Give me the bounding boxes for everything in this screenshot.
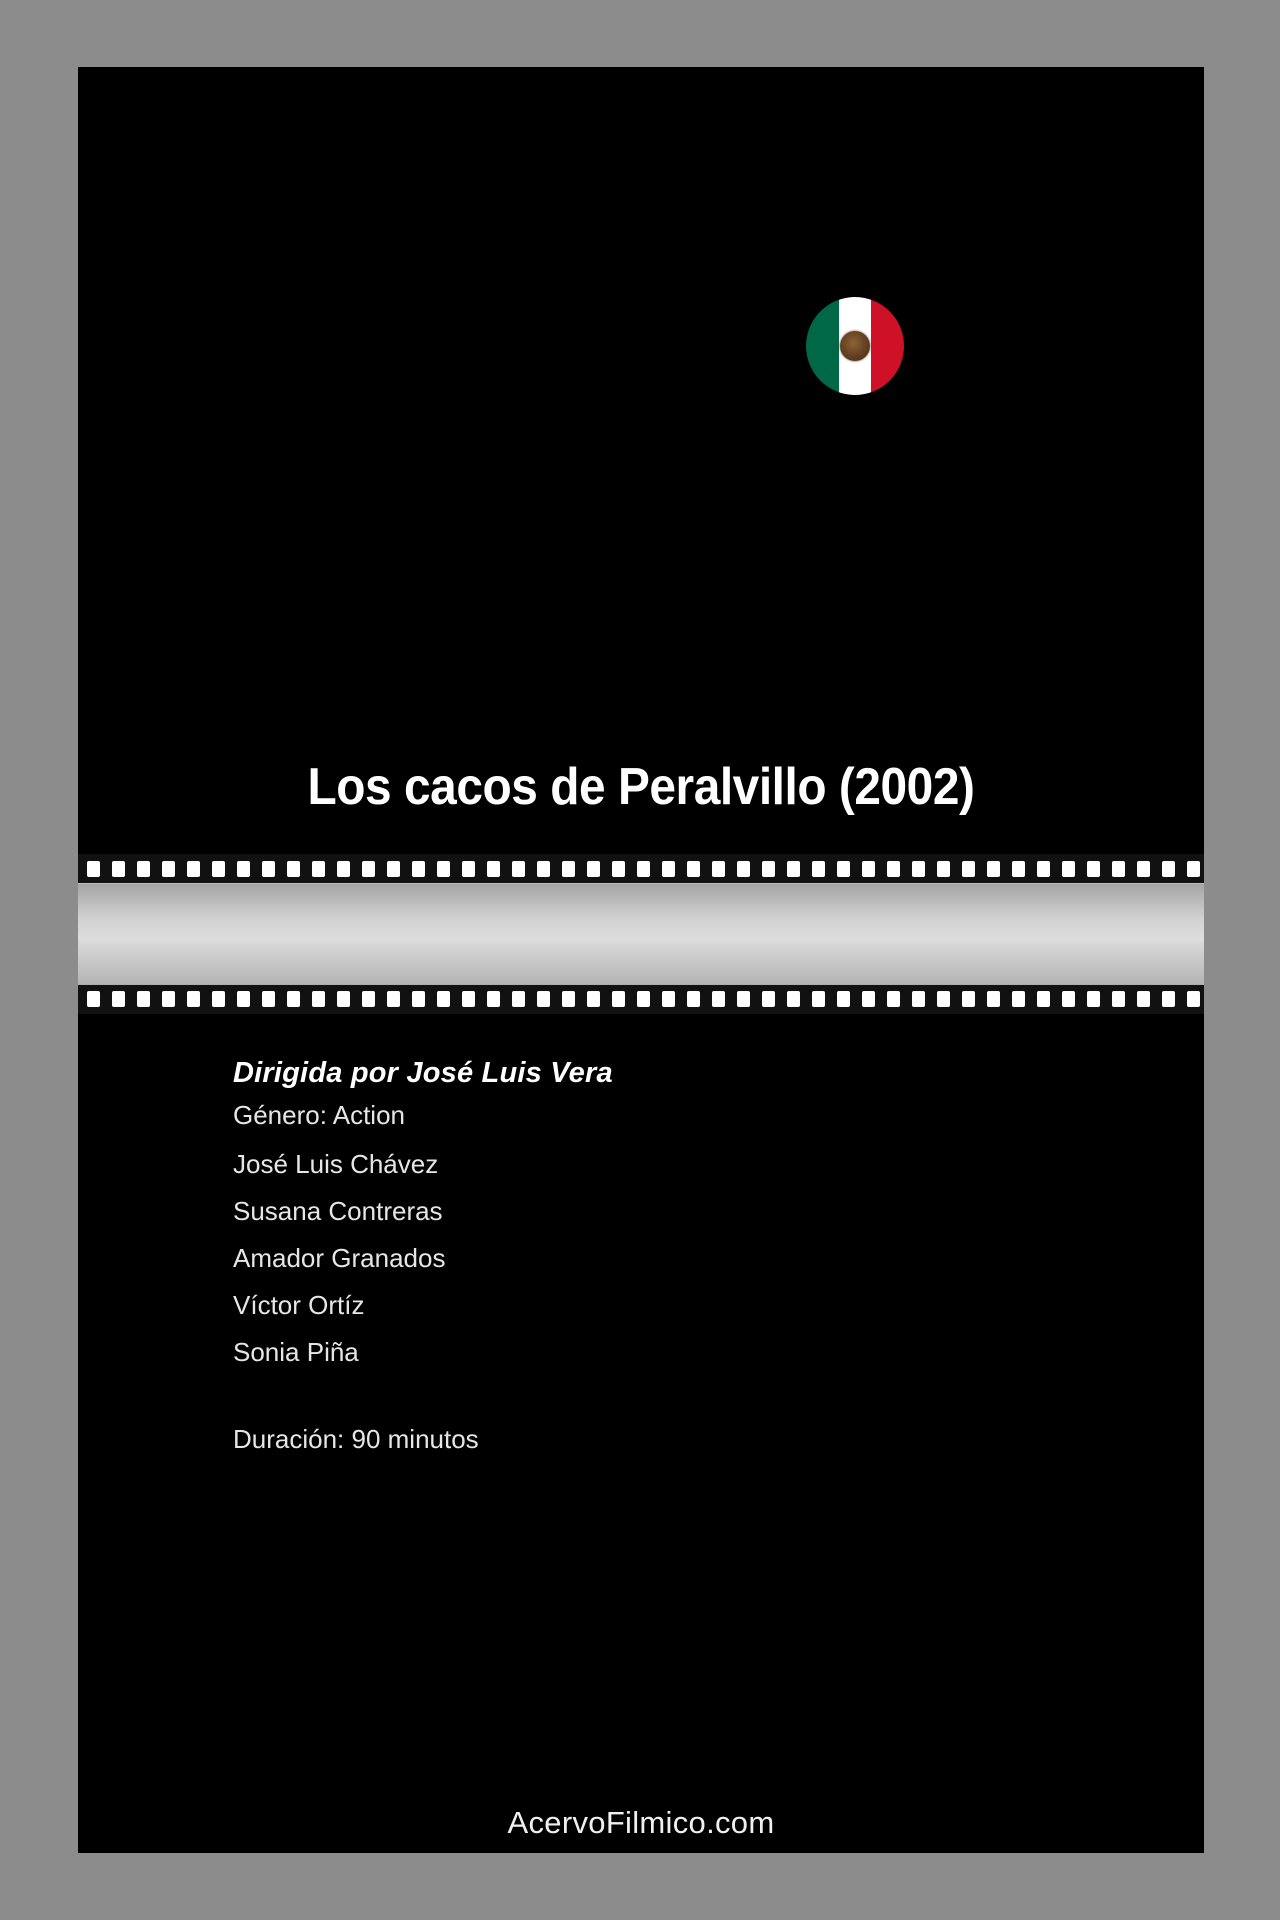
- film-perforation: [237, 861, 250, 877]
- film-perforation: [437, 991, 450, 1007]
- film-perforation: [1037, 991, 1050, 1007]
- film-perforation: [712, 991, 725, 1007]
- film-perforation: [487, 991, 500, 1007]
- film-perforation: [1137, 861, 1150, 877]
- film-perforation: [987, 991, 1000, 1007]
- film-perforation: [1162, 991, 1175, 1007]
- movie-title: Los cacos de Peralvillo (2002): [307, 758, 975, 816]
- film-perforation: [637, 991, 650, 1007]
- film-perforation: [537, 991, 550, 1007]
- film-perforation: [487, 861, 500, 877]
- film-perforation: [1012, 861, 1025, 877]
- film-perforation: [612, 991, 625, 1007]
- cast-member: Amador Granados: [233, 1243, 446, 1273]
- film-perforation: [212, 991, 225, 1007]
- site-watermark: AcervoFilmico.com: [507, 1805, 775, 1840]
- film-perforation: [87, 991, 100, 1007]
- film-perforation: [837, 861, 850, 877]
- film-perforation: [587, 861, 600, 877]
- film-perforation: [562, 861, 575, 877]
- film-perforation: [337, 991, 350, 1007]
- film-perforation: [787, 861, 800, 877]
- film-perforation: [237, 991, 250, 1007]
- film-perforation: [1137, 991, 1150, 1007]
- film-perforation: [1062, 991, 1075, 1007]
- film-perforation: [662, 991, 675, 1007]
- film-perforation: [587, 991, 600, 1007]
- cast-member: José Luis Chávez: [233, 1149, 439, 1179]
- film-perforation: [1162, 861, 1175, 877]
- film-perforation: [137, 861, 150, 877]
- film-strip-band: [78, 884, 1204, 984]
- film-perforation: [962, 861, 975, 877]
- film-perforation: [1112, 861, 1125, 877]
- film-perforation: [737, 861, 750, 877]
- film-perforation: [562, 991, 575, 1007]
- film-perforation: [887, 991, 900, 1007]
- film-perforation: [162, 991, 175, 1007]
- film-perforation: [137, 991, 150, 1007]
- film-perforation: [1087, 861, 1100, 877]
- film-perforation: [112, 861, 125, 877]
- film-perforation: [1112, 991, 1125, 1007]
- film-perforation: [262, 861, 275, 877]
- film-perforation: [112, 991, 125, 1007]
- film-strip-decoration: [78, 854, 1204, 1014]
- film-perforation: [1187, 861, 1200, 877]
- film-perforation: [437, 861, 450, 877]
- film-perforation: [362, 991, 375, 1007]
- film-perforation: [262, 991, 275, 1007]
- film-perforation: [187, 861, 200, 877]
- film-perforation: [762, 991, 775, 1007]
- film-perforation: [287, 991, 300, 1007]
- duration-line: Duración: 90 minutos: [233, 1424, 479, 1454]
- film-perforation: [687, 861, 700, 877]
- film-perforation: [1062, 861, 1075, 877]
- film-perforation: [512, 861, 525, 877]
- cast-member: Víctor Ortíz: [233, 1290, 365, 1320]
- film-perforation: [512, 991, 525, 1007]
- film-perforation: [737, 991, 750, 1007]
- flag-stripe-red: [871, 297, 904, 395]
- credits-block: [233, 1057, 613, 1455]
- film-perforation: [837, 991, 850, 1007]
- film-perforation: [462, 991, 475, 1007]
- film-perforation: [662, 861, 675, 877]
- film-perforation: [87, 861, 100, 877]
- film-perforation: [287, 861, 300, 877]
- film-perforation: [987, 861, 1000, 877]
- film-perforation: [387, 861, 400, 877]
- film-perforation: [187, 991, 200, 1007]
- film-perforation: [762, 861, 775, 877]
- film-perforation: [812, 991, 825, 1007]
- film-perforation: [212, 861, 225, 877]
- film-perforation: [862, 861, 875, 877]
- mexico-flag-icon: [806, 297, 904, 395]
- film-perforation: [312, 861, 325, 877]
- film-perforation: [912, 861, 925, 877]
- film-perforation: [912, 991, 925, 1007]
- film-perforation: [387, 991, 400, 1007]
- film-perforation: [1037, 861, 1050, 877]
- film-perforation: [162, 861, 175, 877]
- genre-line: Género: Action: [233, 1100, 405, 1130]
- film-perforation: [687, 991, 700, 1007]
- film-perforation: [412, 991, 425, 1007]
- film-perforation: [362, 861, 375, 877]
- film-perforation: [712, 861, 725, 877]
- film-perforation: [1187, 991, 1200, 1007]
- film-perforation: [887, 861, 900, 877]
- film-perforation: [612, 861, 625, 877]
- film-perforation: [462, 861, 475, 877]
- film-perforation: [637, 861, 650, 877]
- film-perforation: [1087, 991, 1100, 1007]
- film-perforation: [862, 991, 875, 1007]
- film-perforation: [337, 861, 350, 877]
- film-perforation: [412, 861, 425, 877]
- cast-member: Sonia Piña: [233, 1337, 359, 1367]
- film-perforation: [1012, 991, 1025, 1007]
- film-perforation: [937, 991, 950, 1007]
- film-perforation: [787, 991, 800, 1007]
- film-perforations-bottom: [78, 990, 1204, 1007]
- film-perforation: [812, 861, 825, 877]
- flag-stripe-green: [806, 297, 839, 395]
- film-perforation: [962, 991, 975, 1007]
- film-perforation: [537, 861, 550, 877]
- flag-emblem-icon: [840, 331, 870, 361]
- film-perforations-top: [78, 860, 1204, 877]
- film-perforation: [312, 991, 325, 1007]
- film-perforation: [937, 861, 950, 877]
- cast-member: Susana Contreras: [233, 1196, 443, 1226]
- director-line: Dirigida por José Luis Vera: [233, 1057, 613, 1089]
- movie-poster: [78, 67, 1204, 1853]
